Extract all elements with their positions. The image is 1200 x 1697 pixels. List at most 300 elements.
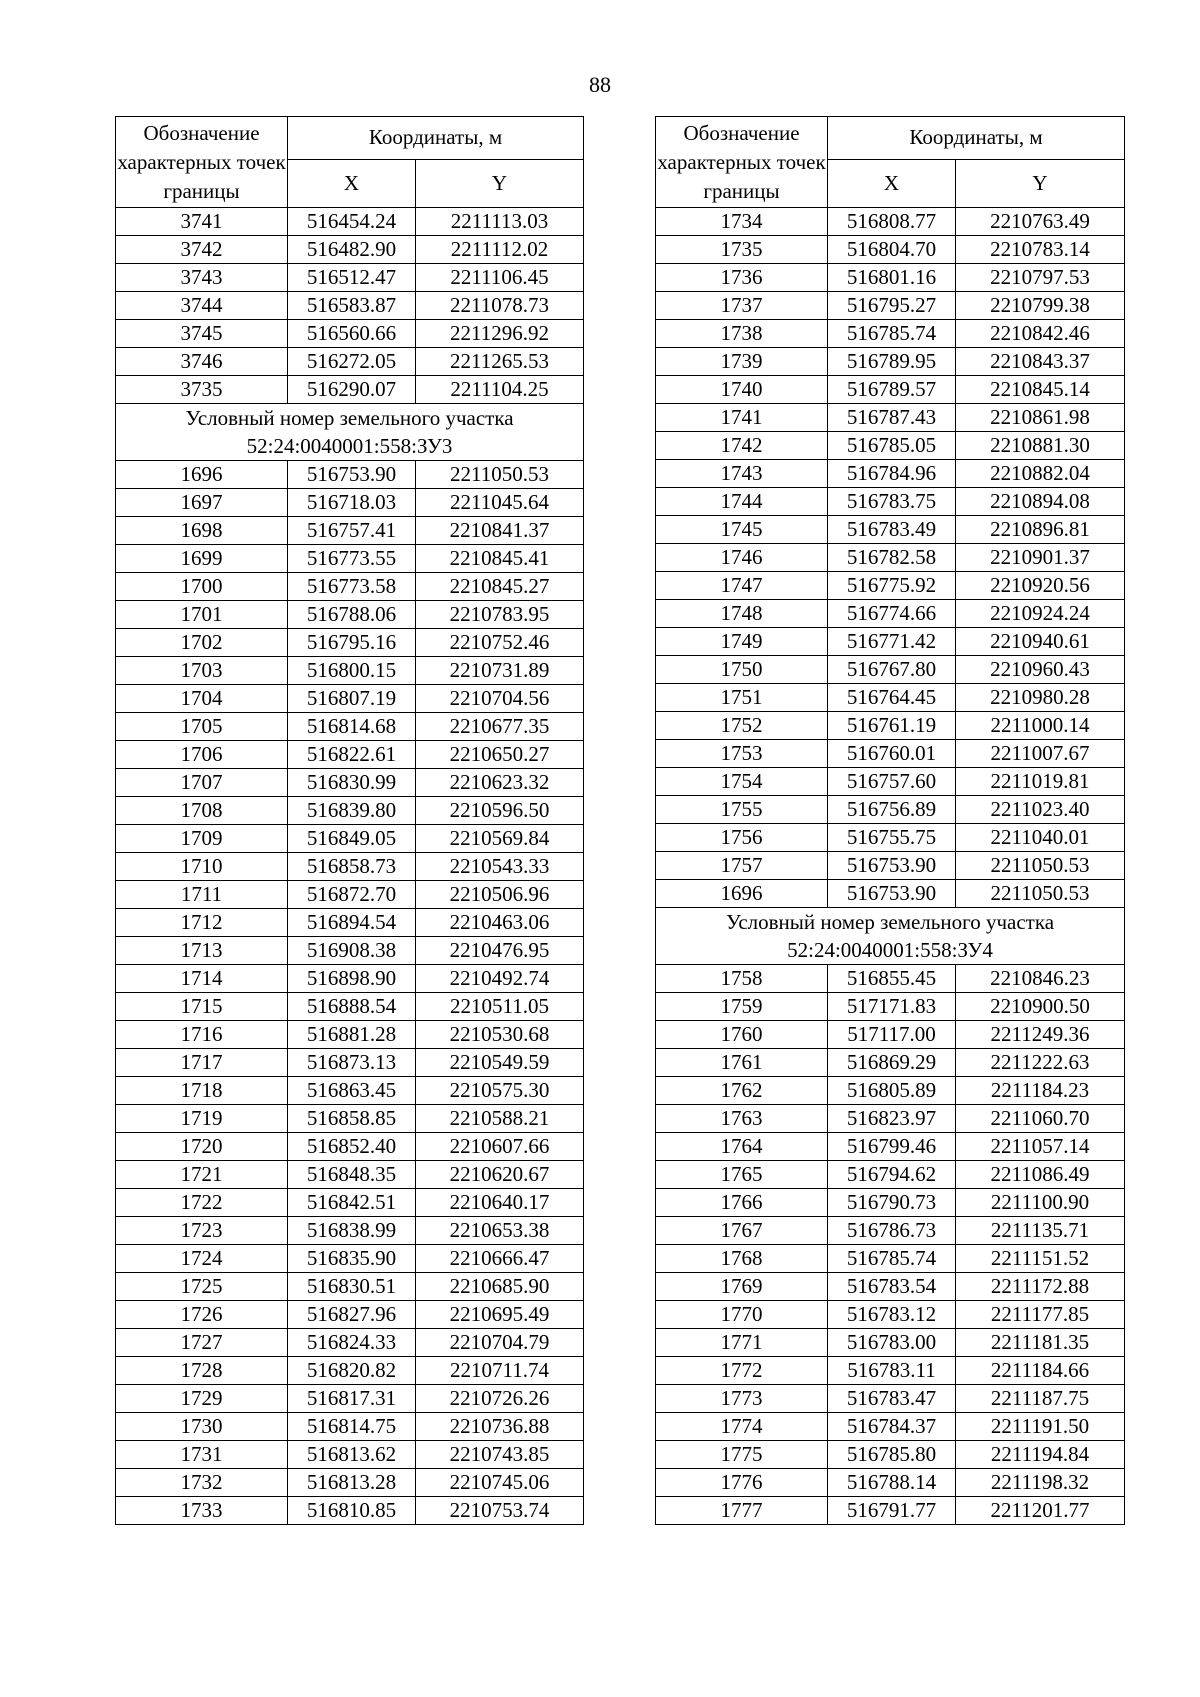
point-id-cell: 1763 [656, 1105, 828, 1133]
x-coordinate-cell: 516873.13 [288, 1049, 416, 1077]
y-coordinate-cell: 2210881.30 [956, 432, 1125, 460]
table-row [656, 264, 1125, 292]
y-coordinate-cell: 2211296.92 [416, 320, 584, 348]
table-row [116, 1469, 584, 1497]
section-title: Условный номер земельного участка [725, 910, 1055, 934]
y-coordinate-cell: 2210861.98 [956, 404, 1125, 432]
point-id-cell: 3735 [116, 376, 288, 404]
y-coordinate-cell: 2211191.50 [956, 1413, 1125, 1441]
point-id-cell: 1773 [656, 1385, 828, 1413]
y-coordinate-cell: 2210896.81 [956, 516, 1125, 544]
point-id-cell: 1750 [656, 656, 828, 684]
point-id-cell: 3741 [116, 208, 288, 236]
x-coordinate-cell: 516454.24 [288, 208, 416, 236]
table-row [116, 1021, 584, 1049]
x-coordinate-cell: 516718.03 [288, 489, 416, 517]
x-coordinate-cell: 516855.45 [828, 965, 956, 993]
x-coordinate-cell: 516849.05 [288, 825, 416, 853]
point-id-cell: 1771 [656, 1329, 828, 1357]
table-row [116, 489, 584, 517]
x-coordinate-cell: 516823.97 [828, 1105, 956, 1133]
y-coordinate-cell: 2210845.27 [416, 573, 584, 601]
point-id-cell: 1764 [656, 1133, 828, 1161]
x-coordinate-cell: 516782.58 [828, 544, 956, 572]
table-row [656, 544, 1125, 572]
point-id-cell: 1696 [656, 880, 828, 908]
x-coordinate-cell: 516858.73 [288, 853, 416, 881]
table-row [656, 824, 1125, 852]
point-id-cell: 1744 [656, 488, 828, 516]
y-coordinate-cell: 2211112.02 [416, 236, 584, 264]
x-coordinate-cell: 516783.75 [828, 488, 956, 516]
left-table-body [116, 208, 584, 1525]
y-coordinate-cell: 2210666.47 [416, 1245, 584, 1273]
y-coordinate-cell: 2210924.24 [956, 600, 1125, 628]
point-id-cell: 1748 [656, 600, 828, 628]
table-row [656, 320, 1125, 348]
y-coordinate-cell: 2210845.41 [416, 545, 584, 573]
y-coordinate-cell: 2210882.04 [956, 460, 1125, 488]
y-coordinate-cell: 2210506.96 [416, 881, 584, 909]
point-id-cell: 1734 [656, 208, 828, 236]
y-coordinate-cell: 2210623.32 [416, 769, 584, 797]
y-coordinate-cell: 2211050.53 [956, 880, 1125, 908]
y-coordinate-cell: 2210980.28 [956, 684, 1125, 712]
x-coordinate-cell: 516908.38 [288, 937, 416, 965]
point-id-cell: 1721 [116, 1161, 288, 1189]
point-id-cell: 1740 [656, 376, 828, 404]
y-coordinate-cell: 2210530.68 [416, 1021, 584, 1049]
x-coordinate-cell: 516881.28 [288, 1021, 416, 1049]
table-row [116, 1273, 584, 1301]
point-id-cell: 1707 [116, 769, 288, 797]
table-row [116, 376, 584, 404]
y-coordinate-cell: 2211040.01 [956, 824, 1125, 852]
x-coordinate-cell: 516791.77 [828, 1497, 956, 1525]
x-coordinate-cell: 516785.74 [828, 1245, 956, 1273]
point-id-cell: 1736 [656, 264, 828, 292]
y-coordinate-cell: 2211057.14 [956, 1133, 1125, 1161]
point-label-header: Обозначение характерных точек границы [656, 117, 828, 208]
x-coordinate-cell: 516773.58 [288, 573, 416, 601]
point-id-cell: 1701 [116, 601, 288, 629]
point-id-cell: 1738 [656, 320, 828, 348]
x-coordinate-cell: 516788.14 [828, 1469, 956, 1497]
point-id-cell: 1762 [656, 1077, 828, 1105]
x-coordinate-cell: 516788.06 [288, 601, 416, 629]
x-coordinate-cell: 516810.85 [288, 1497, 416, 1525]
point-id-cell: 1765 [656, 1161, 828, 1189]
point-id-cell: 1700 [116, 573, 288, 601]
point-id-cell: 1726 [116, 1301, 288, 1329]
x-coordinate-cell: 516290.07 [288, 376, 416, 404]
x-coordinate-cell: 516753.90 [288, 461, 416, 489]
point-id-cell: 1699 [116, 545, 288, 573]
x-coordinate-cell: 516824.33 [288, 1329, 416, 1357]
point-id-cell: 1735 [656, 236, 828, 264]
y-coordinate-cell: 2211104.25 [416, 376, 584, 404]
point-id-cell: 1709 [116, 825, 288, 853]
x-coordinate-cell: 516760.01 [828, 740, 956, 768]
y-coordinate-cell: 2210511.05 [416, 993, 584, 1021]
point-id-cell: 1756 [656, 824, 828, 852]
point-id-cell: 1752 [656, 712, 828, 740]
table-row [116, 1189, 584, 1217]
x-coordinate-cell: 516898.90 [288, 965, 416, 993]
x-coordinate-cell: 516795.16 [288, 629, 416, 657]
table-row [116, 320, 584, 348]
point-id-cell: 1767 [656, 1217, 828, 1245]
table-row [656, 740, 1125, 768]
x-coordinate-cell: 516813.62 [288, 1441, 416, 1469]
point-id-cell: 1714 [116, 965, 288, 993]
y-coordinate-cell: 2210842.46 [956, 320, 1125, 348]
x-coordinate-cell: 516852.40 [288, 1133, 416, 1161]
y-coordinate-cell: 2211177.85 [956, 1301, 1125, 1329]
y-coordinate-cell: 2211249.36 [956, 1021, 1125, 1049]
table-row [116, 236, 584, 264]
point-id-cell: 1768 [656, 1245, 828, 1273]
table-row [656, 1385, 1125, 1413]
table-row [656, 1245, 1125, 1273]
table-row [656, 1133, 1125, 1161]
point-id-cell: 1760 [656, 1021, 828, 1049]
x-coordinate-cell: 516872.70 [288, 881, 416, 909]
x-coordinate-cell: 516839.80 [288, 797, 416, 825]
x-coordinate-cell: 516789.57 [828, 376, 956, 404]
x-coordinate-cell: 516838.99 [288, 1217, 416, 1245]
x-coordinate-cell: 516784.96 [828, 460, 956, 488]
table-row [116, 1245, 584, 1273]
table-row [656, 600, 1125, 628]
point-id-cell: 1702 [116, 629, 288, 657]
table-row [116, 1301, 584, 1329]
table-row [116, 881, 584, 909]
table-row [656, 348, 1125, 376]
point-id-cell: 3743 [116, 264, 288, 292]
table-row [656, 1441, 1125, 1469]
point-id-cell: 1745 [656, 516, 828, 544]
point-id-cell: 1754 [656, 768, 828, 796]
y-coordinate-cell: 2211050.53 [416, 461, 584, 489]
point-id-cell: 1719 [116, 1105, 288, 1133]
table-row [116, 601, 584, 629]
x-coordinate-cell: 516757.41 [288, 517, 416, 545]
x-coordinate-cell: 516789.95 [828, 348, 956, 376]
y-coordinate-cell: 2211135.71 [956, 1217, 1125, 1245]
point-label-header: Обозначение характерных точек границы [116, 117, 288, 208]
y-coordinate-cell: 2210901.37 [956, 544, 1125, 572]
y-coordinate-cell: 2210894.08 [956, 488, 1125, 516]
table-row [116, 1385, 584, 1413]
table-row [656, 880, 1125, 908]
table-row [116, 1357, 584, 1385]
table-row [656, 1329, 1125, 1357]
point-id-cell: 1776 [656, 1469, 828, 1497]
x-coordinate-cell: 516771.42 [828, 628, 956, 656]
point-id-cell: 1766 [656, 1189, 828, 1217]
point-id-cell: 1777 [656, 1497, 828, 1525]
table-row [116, 1217, 584, 1245]
y-header: Y [416, 159, 584, 207]
y-coordinate-cell: 2210745.06 [416, 1469, 584, 1497]
point-id-cell: 1757 [656, 852, 828, 880]
x-coordinate-cell: 516814.68 [288, 713, 416, 741]
table-row [656, 684, 1125, 712]
y-coordinate-cell: 2210743.85 [416, 1441, 584, 1469]
table-row [656, 572, 1125, 600]
y-coordinate-cell: 2210677.35 [416, 713, 584, 741]
table-row [116, 1161, 584, 1189]
point-id-cell: 1737 [656, 292, 828, 320]
y-coordinate-cell: 2210797.53 [956, 264, 1125, 292]
y-coordinate-cell: 2211100.90 [956, 1189, 1125, 1217]
table-row [116, 657, 584, 685]
coordinates-table-left [115, 116, 584, 1525]
point-id-cell: 1758 [656, 965, 828, 993]
table-row [116, 264, 584, 292]
y-coordinate-cell: 2210731.89 [416, 657, 584, 685]
x-coordinate-cell: 516764.45 [828, 684, 956, 712]
point-id-cell: 1715 [116, 993, 288, 1021]
y-coordinate-cell: 2211194.84 [956, 1441, 1125, 1469]
y-coordinate-cell: 2210799.38 [956, 292, 1125, 320]
point-id-cell: 1733 [116, 1497, 288, 1525]
y-coordinate-cell: 2210704.56 [416, 685, 584, 713]
y-coordinate-cell: 2210783.14 [956, 236, 1125, 264]
point-id-cell: 3742 [116, 236, 288, 264]
x-header: X [828, 159, 956, 207]
table-row [116, 461, 584, 489]
point-id-cell: 1705 [116, 713, 288, 741]
point-id-cell: 1731 [116, 1441, 288, 1469]
y-coordinate-cell: 2211222.63 [956, 1049, 1125, 1077]
point-id-cell: 1732 [116, 1469, 288, 1497]
x-coordinate-cell: 516848.35 [288, 1161, 416, 1189]
point-id-cell: 1729 [116, 1385, 288, 1413]
point-id-cell: 1698 [116, 517, 288, 545]
page-number: 88 [589, 72, 611, 97]
point-id-cell: 1742 [656, 432, 828, 460]
y-coordinate-cell: 2211060.70 [956, 1105, 1125, 1133]
x-coordinate-cell: 516785.05 [828, 432, 956, 460]
table-row [656, 432, 1125, 460]
point-id-cell: 1747 [656, 572, 828, 600]
y-coordinate-cell: 2211172.88 [956, 1273, 1125, 1301]
table-row [656, 1357, 1125, 1385]
y-coordinate-cell: 2210711.74 [416, 1357, 584, 1385]
x-coordinate-cell: 516827.96 [288, 1301, 416, 1329]
point-id-cell: 1751 [656, 684, 828, 712]
table-row [656, 404, 1125, 432]
y-coordinate-cell: 2210753.74 [416, 1497, 584, 1525]
point-id-cell: 1722 [116, 1189, 288, 1217]
y-coordinate-cell: 2210569.84 [416, 825, 584, 853]
x-coordinate-cell: 516783.11 [828, 1357, 956, 1385]
y-coordinate-cell: 2210695.49 [416, 1301, 584, 1329]
y-coordinate-cell: 2210704.79 [416, 1329, 584, 1357]
y-coordinate-cell: 2211000.14 [956, 712, 1125, 740]
table-row [656, 993, 1125, 1021]
y-coordinate-cell: 2210845.14 [956, 376, 1125, 404]
point-id-cell: 1712 [116, 909, 288, 937]
x-header: X [288, 159, 416, 207]
point-id-cell: 1704 [116, 685, 288, 713]
y-coordinate-cell: 2211151.52 [956, 1245, 1125, 1273]
point-id-cell: 1727 [116, 1329, 288, 1357]
point-id-cell: 1716 [116, 1021, 288, 1049]
table-row [116, 545, 584, 573]
table-row [656, 488, 1125, 516]
y-coordinate-cell: 2211198.32 [956, 1469, 1125, 1497]
x-coordinate-cell: 516817.31 [288, 1385, 416, 1413]
table-row [656, 656, 1125, 684]
x-coordinate-cell: 516790.73 [828, 1189, 956, 1217]
table-row [116, 629, 584, 657]
coords-header: Координаты, м [828, 117, 1125, 160]
x-coordinate-cell: 516800.15 [288, 657, 416, 685]
x-coordinate-cell: 516783.54 [828, 1273, 956, 1301]
x-coordinate-cell: 516773.55 [288, 545, 416, 573]
table-row [116, 1329, 584, 1357]
y-coordinate-cell: 2210752.46 [416, 629, 584, 657]
point-id-cell: 1703 [116, 657, 288, 685]
point-id-cell: 1753 [656, 740, 828, 768]
table-row [116, 1077, 584, 1105]
x-coordinate-cell: 516783.12 [828, 1301, 956, 1329]
x-coordinate-cell: 516272.05 [288, 348, 416, 376]
x-coordinate-cell: 516805.89 [828, 1077, 956, 1105]
table-row [656, 1161, 1125, 1189]
point-id-cell: 1717 [116, 1049, 288, 1077]
y-coordinate-cell: 2210596.50 [416, 797, 584, 825]
y-coordinate-cell: 2210940.61 [956, 628, 1125, 656]
table-row [116, 853, 584, 881]
x-coordinate-cell: 517171.83 [828, 993, 956, 1021]
table-row [116, 797, 584, 825]
y-coordinate-cell: 2211181.35 [956, 1329, 1125, 1357]
y-coordinate-cell: 2210476.95 [416, 937, 584, 965]
x-coordinate-cell: 516801.16 [828, 264, 956, 292]
y-coordinate-cell: 2211023.40 [956, 796, 1125, 824]
y-coordinate-cell: 2211045.64 [416, 489, 584, 517]
x-coordinate-cell: 516842.51 [288, 1189, 416, 1217]
point-id-cell: 1746 [656, 544, 828, 572]
y-coordinate-cell: 2210843.37 [956, 348, 1125, 376]
section-row [116, 404, 584, 461]
table-row [116, 1441, 584, 1469]
table-row [656, 1189, 1125, 1217]
table-row [116, 208, 584, 236]
y-coordinate-cell: 2210575.30 [416, 1077, 584, 1105]
cadastral-number: 52:24:0040001:558:ЗУ3 [246, 434, 453, 458]
table-row [116, 1413, 584, 1441]
x-coordinate-cell: 516753.90 [828, 880, 956, 908]
x-coordinate-cell: 516830.51 [288, 1273, 416, 1301]
point-id-cell: 1739 [656, 348, 828, 376]
table-row [656, 965, 1125, 993]
table-row [116, 741, 584, 769]
y-coordinate-cell: 2211007.67 [956, 740, 1125, 768]
x-coordinate-cell: 516482.90 [288, 236, 416, 264]
x-coordinate-cell: 516795.27 [828, 292, 956, 320]
y-coordinate-cell: 2211050.53 [956, 852, 1125, 880]
table-row [656, 1105, 1125, 1133]
point-id-cell: 1723 [116, 1217, 288, 1245]
y-coordinate-cell: 2211113.03 [416, 208, 584, 236]
y-coordinate-cell: 2210549.59 [416, 1049, 584, 1077]
table-row [116, 517, 584, 545]
point-id-cell: 1775 [656, 1441, 828, 1469]
x-coordinate-cell: 516560.66 [288, 320, 416, 348]
table-row [116, 1133, 584, 1161]
x-coordinate-cell: 516787.43 [828, 404, 956, 432]
x-coordinate-cell: 516767.80 [828, 656, 956, 684]
x-coordinate-cell: 516858.85 [288, 1105, 416, 1133]
x-coordinate-cell: 516783.00 [828, 1329, 956, 1357]
x-coordinate-cell: 516807.19 [288, 685, 416, 713]
section-cell [656, 908, 1125, 965]
point-id-cell: 1769 [656, 1273, 828, 1301]
x-coordinate-cell: 516813.28 [288, 1469, 416, 1497]
table-row [116, 769, 584, 797]
x-coordinate-cell: 516808.77 [828, 208, 956, 236]
table-row [656, 1497, 1125, 1525]
table-row [116, 937, 584, 965]
x-coordinate-cell: 516822.61 [288, 741, 416, 769]
table-row [656, 796, 1125, 824]
x-coordinate-cell: 516804.70 [828, 236, 956, 264]
y-coordinate-cell: 2211184.23 [956, 1077, 1125, 1105]
x-coordinate-cell: 516512.47 [288, 264, 416, 292]
point-id-cell: 1741 [656, 404, 828, 432]
y-coordinate-cell: 2210900.50 [956, 993, 1125, 1021]
x-coordinate-cell: 516785.80 [828, 1441, 956, 1469]
x-coordinate-cell: 516786.73 [828, 1217, 956, 1245]
x-coordinate-cell: 516753.90 [828, 852, 956, 880]
table-row [656, 292, 1125, 320]
y-coordinate-cell: 2210685.90 [416, 1273, 584, 1301]
point-id-cell: 3745 [116, 320, 288, 348]
y-coordinate-cell: 2210920.56 [956, 572, 1125, 600]
y-coordinate-cell: 2211106.45 [416, 264, 584, 292]
cadastral-number: 52:24:0040001:558:ЗУ4 [787, 938, 993, 962]
table-row [116, 713, 584, 741]
y-coordinate-cell: 2210763.49 [956, 208, 1125, 236]
x-coordinate-cell: 517117.00 [828, 1021, 956, 1049]
table-row [656, 712, 1125, 740]
table-row [116, 573, 584, 601]
x-coordinate-cell: 516820.82 [288, 1357, 416, 1385]
point-id-cell: 1743 [656, 460, 828, 488]
table-row [656, 236, 1125, 264]
table-row [656, 1273, 1125, 1301]
point-id-cell: 1708 [116, 797, 288, 825]
point-id-cell: 3744 [116, 292, 288, 320]
point-id-cell: 1720 [116, 1133, 288, 1161]
y-coordinate-cell: 2210726.26 [416, 1385, 584, 1413]
point-id-cell: 1728 [116, 1357, 288, 1385]
point-id-cell: 1772 [656, 1357, 828, 1385]
table-row [656, 1301, 1125, 1329]
point-id-cell: 1759 [656, 993, 828, 1021]
point-id-cell: 1749 [656, 628, 828, 656]
table-row [656, 376, 1125, 404]
y-coordinate-cell: 2211184.66 [956, 1357, 1125, 1385]
x-coordinate-cell: 516830.99 [288, 769, 416, 797]
x-coordinate-cell: 516814.75 [288, 1413, 416, 1441]
y-coordinate-cell: 2210960.43 [956, 656, 1125, 684]
